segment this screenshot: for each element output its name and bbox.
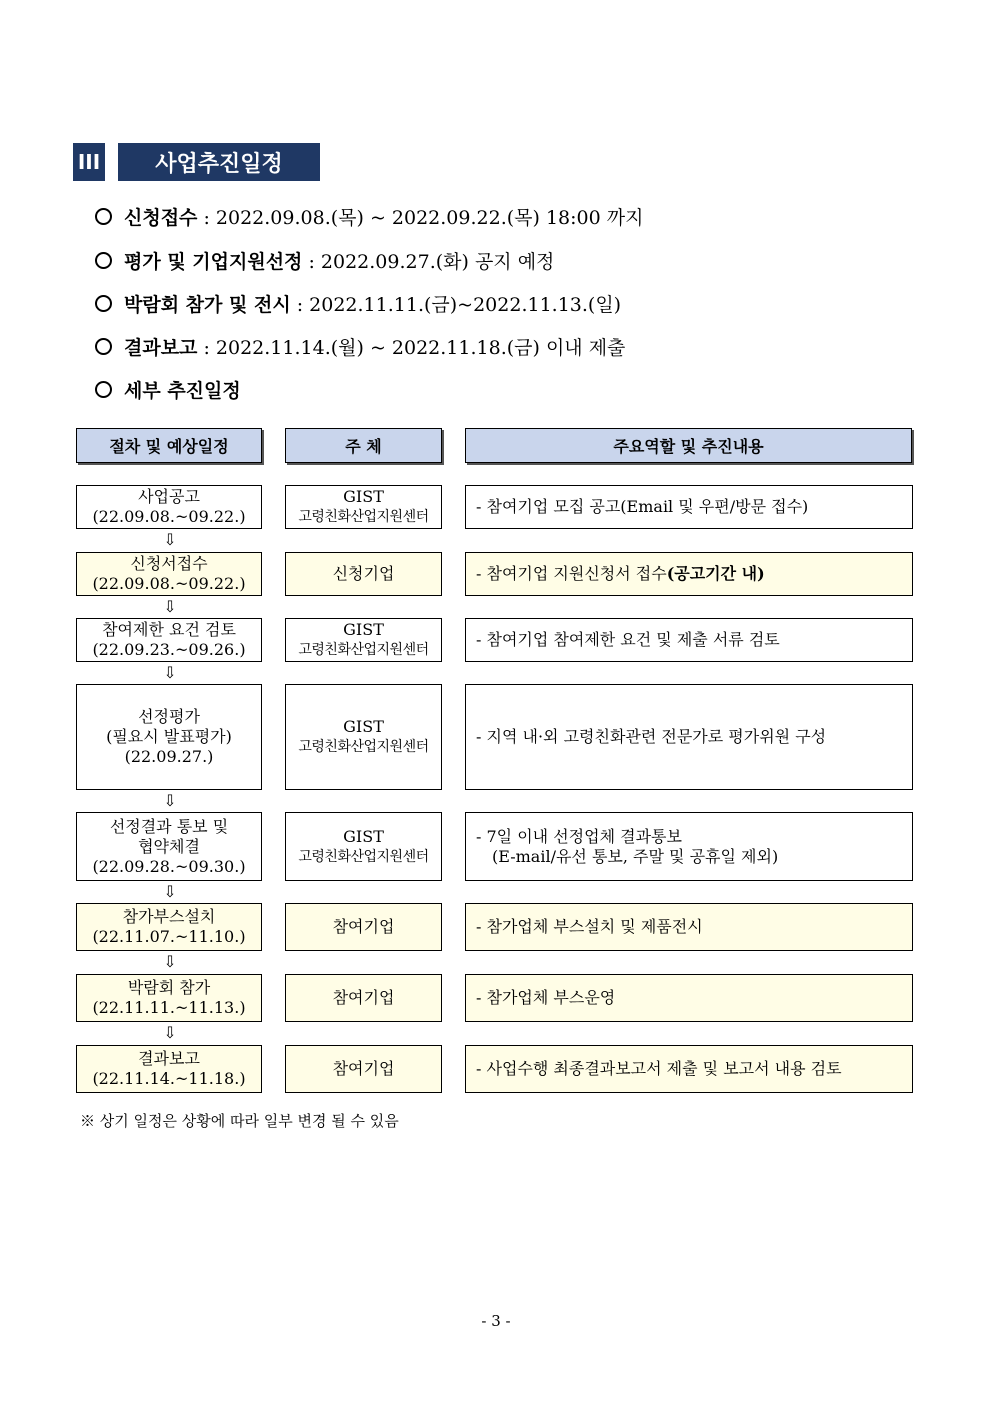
desc-expo: - 참가업체 부스운영 <box>465 974 913 1022</box>
page-number: - 3 - <box>481 1312 511 1330</box>
down-arrow-icon: ⇩ <box>163 530 177 549</box>
subject-participant: 참여기업 <box>285 1045 442 1093</box>
subject-applicant: 신청기업 <box>285 552 442 596</box>
circle-bullet-icon <box>95 381 112 398</box>
step-eligibility-review: 참여제한 요건 검토 (22.09.23.~09.26.) <box>76 618 262 662</box>
subject-gist: GIST 고령친화산업지원센터 <box>285 618 442 662</box>
subject-gist: GIST 고령친화산업지원센터 <box>285 684 442 790</box>
bullet-detail-schedule: 세부 추진일정 <box>95 378 241 404</box>
section-title: 사업추진일정 <box>118 143 320 181</box>
desc-eligibility-review: - 참여기업 참여제한 요건 및 제출 서류 검토 <box>465 618 913 662</box>
step-result-notice: 선정결과 통보 및 협약체결 (22.09.28.~09.30.) <box>76 812 262 881</box>
down-arrow-icon: ⇩ <box>163 597 177 616</box>
desc-booth-setup: - 참가업체 부스설치 및 제품전시 <box>465 903 913 951</box>
subject-participant: 참여기업 <box>285 903 442 951</box>
circle-bullet-icon <box>95 252 112 269</box>
desc-announcement: - 참여기업 모집 공고(Email 및 우편/방문 접수) <box>465 485 913 529</box>
header-role: 주요역할 및 추진내용 <box>465 428 912 463</box>
step-announcement: 사업공고 (22.09.08.~09.22.) <box>76 485 262 529</box>
desc-selection-evaluation: - 지역 내·외 고령친화관련 전문가로 평가위원 구성 <box>465 684 913 790</box>
down-arrow-icon: ⇩ <box>163 882 177 901</box>
header-subject: 주 체 <box>285 428 442 463</box>
circle-bullet-icon <box>95 295 112 312</box>
desc-result-notice: - 7일 이내 선정업체 결과통보 (E-mail/유선 통보, 주말 및 공휴일 제외) <box>465 812 913 881</box>
section-number: III <box>73 143 105 181</box>
circle-bullet-icon <box>95 208 112 225</box>
step-application: 신청서접수 (22.09.08.~09.22.) <box>76 552 262 596</box>
step-booth-setup: 참가부스설치 (22.11.07.~11.10.) <box>76 903 262 951</box>
bullet-evaluation: 평가 및 기업지원선정 : 2022.09.27.(화) 공지 예정 <box>95 249 554 275</box>
down-arrow-icon: ⇩ <box>163 663 177 682</box>
step-final-report: 결과보고 (22.11.14.~11.18.) <box>76 1045 262 1093</box>
desc-application: - 참여기업 지원신청서 접수(공고기간 내) <box>465 552 913 596</box>
subject-gist: GIST 고령친화산업지원센터 <box>285 485 442 529</box>
subject-participant: 참여기업 <box>285 974 442 1022</box>
desc-final-report: - 사업수행 최종결과보고서 제출 및 보고서 내용 검토 <box>465 1045 913 1093</box>
down-arrow-icon: ⇩ <box>163 1023 177 1042</box>
bullet-application: 신청접수 : 2022.09.08.(목) ~ 2022.09.22.(목) 18:00 까지 <box>95 205 643 231</box>
schedule-note: ※ 상기 일정은 상황에 따라 일부 변경 될 수 있음 <box>80 1112 399 1130</box>
step-selection-evaluation: 선정평가 (필요시 발표평가) (22.09.27.) <box>76 684 262 790</box>
bullet-expo: 박람회 참가 및 전시 : 2022.11.11.(금)~2022.11.13.(일) <box>95 292 621 318</box>
subject-gist: GIST 고령친화산업지원센터 <box>285 812 442 881</box>
header-procedure: 절차 및 예상일정 <box>76 428 262 463</box>
circle-bullet-icon <box>95 338 112 355</box>
down-arrow-icon: ⇩ <box>163 952 177 971</box>
bullet-report: 결과보고 : 2022.11.14.(월) ~ 2022.11.18.(금) 이내 제출 <box>95 335 625 361</box>
down-arrow-icon: ⇩ <box>163 791 177 810</box>
step-expo: 박람회 참가 (22.11.11.~11.13.) <box>76 974 262 1022</box>
